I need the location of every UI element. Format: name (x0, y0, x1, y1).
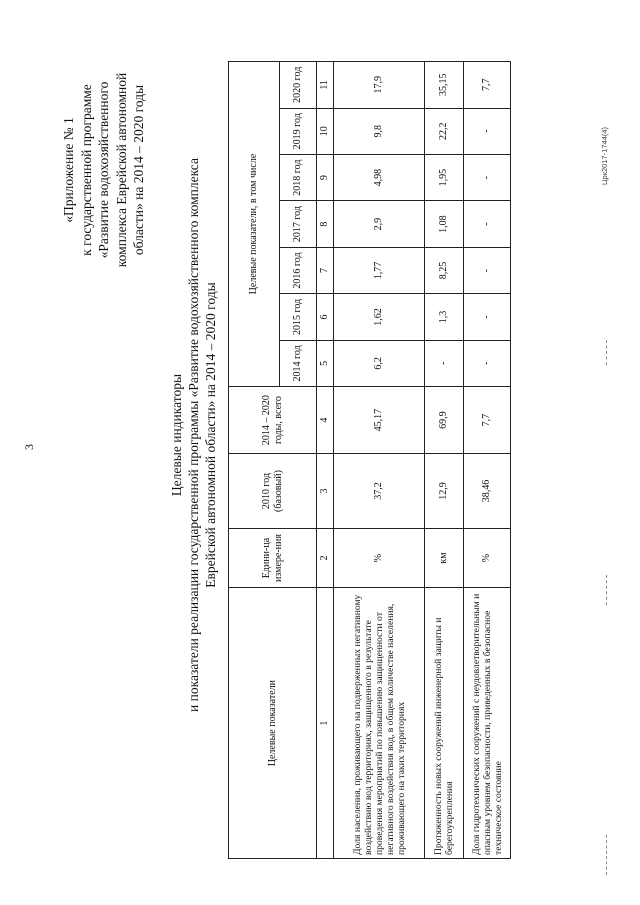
appendix-header (60, 40, 148, 300)
header-base-year: 2010 год (базовый) (229, 454, 317, 529)
title-line: Целевые индикаторы (169, 373, 184, 497)
year-value: 1,95 (425, 154, 464, 200)
table-row (425, 62, 464, 859)
margin-dash (606, 340, 608, 365)
year-value: 1,62 (334, 294, 425, 340)
year-value: - (464, 108, 511, 154)
base-value: 38,46 (464, 454, 511, 529)
header-year-2017: 2017 год (280, 201, 317, 247)
indicator-name: Протяженность новых сооружений инженерной защиты и берегоукрепления (425, 588, 464, 859)
year-value: - (464, 340, 511, 386)
indicator-unit: % (464, 528, 511, 587)
indicator-unit: % (334, 528, 425, 587)
column-number: 1 (317, 588, 334, 859)
column-number: 8 (317, 201, 334, 247)
year-value: - (464, 154, 511, 200)
column-number: 10 (317, 108, 334, 154)
year-value: - (425, 340, 464, 386)
year-value: 1,77 (334, 247, 425, 293)
total-value: 69,9 (425, 387, 464, 454)
year-value: - (464, 247, 511, 293)
column-number: 4 (317, 387, 334, 454)
title-line: Еврейской автономной области» на 2014 – 2020 годы (203, 282, 218, 588)
total-value: 45,17 (334, 387, 425, 454)
header-targets-group: Целевые показатели, в том числе (229, 62, 280, 387)
column-number: 2 (317, 528, 334, 587)
header-year-2020: 2020 год (280, 62, 317, 109)
header-year-2015: 2015 год (280, 294, 317, 340)
column-number: 5 (317, 340, 334, 386)
indicators-table (228, 61, 511, 859)
column-number: 9 (317, 154, 334, 200)
indicator-name: Доля гидротехнических сооружений с неудовлетворительным и опасным уровнем безопасности, приведенных в безопасное техническое состояние (464, 588, 511, 859)
year-value: 35,15 (425, 62, 464, 109)
indicator-unit: км (425, 528, 464, 587)
year-value: 4,98 (334, 154, 425, 200)
column-number: 6 (317, 294, 334, 340)
year-value: - (464, 294, 511, 340)
document-code: Црк2017-1744(4) (600, 126, 609, 185)
table-row (464, 62, 511, 859)
year-value: 2,9 (334, 201, 425, 247)
header-year-2018: 2018 год (280, 154, 317, 200)
base-value: 12,9 (425, 454, 464, 529)
year-value: 8,25 (425, 247, 464, 293)
column-number: 3 (317, 454, 334, 529)
header-total: 2014 – 2020 годы, всего (229, 387, 317, 454)
base-value: 37,2 (334, 454, 425, 529)
header-year-2014: 2014 год (280, 340, 317, 386)
year-value: 7,7 (464, 62, 511, 109)
appendix-line: «Развитие водохозяйственного (96, 81, 111, 259)
header-year-2016: 2016 год (280, 247, 317, 293)
appendix-line: комплекса Еврейской автономной (113, 72, 129, 268)
column-number: 7 (317, 247, 334, 293)
title-line: и показатели реализации государственной программы «Развитие водохозяйственного комплекса (186, 158, 201, 712)
year-value: 9,8 (334, 108, 425, 154)
year-value: 1,08 (425, 201, 464, 247)
appendix-line: области» на 2014 – 2020 годы (131, 84, 146, 256)
year-value: 22,2 (425, 108, 464, 154)
column-number: 11 (317, 62, 334, 109)
margin-dash (606, 835, 608, 875)
document-title (168, 105, 219, 765)
appendix-line: «Приложение № 1 (61, 117, 76, 223)
year-value: 1,3 (425, 294, 464, 340)
header-unit: Едини-ца измере-ния (229, 528, 317, 587)
header-year-2019: 2019 год (280, 108, 317, 154)
year-value: - (464, 201, 511, 247)
year-value: 17,9 (334, 62, 425, 109)
appendix-line: к государственной программе (78, 84, 94, 256)
year-value: 6,2 (334, 340, 425, 386)
margin-dash (606, 575, 608, 605)
header-indicator: Целевые показатели (229, 588, 317, 859)
indicator-name: Доля населения, проживающего на подверженных негативному воздействию вод территориях, защищенного в результате проведения мероприятий по повышению защищенности от негативного воздействия вод, в общем количестве населения, проживающего на таких территориях (334, 588, 425, 859)
total-value: 7,7 (464, 387, 511, 454)
table-row (334, 62, 425, 859)
page-number: 3 (22, 444, 36, 450)
